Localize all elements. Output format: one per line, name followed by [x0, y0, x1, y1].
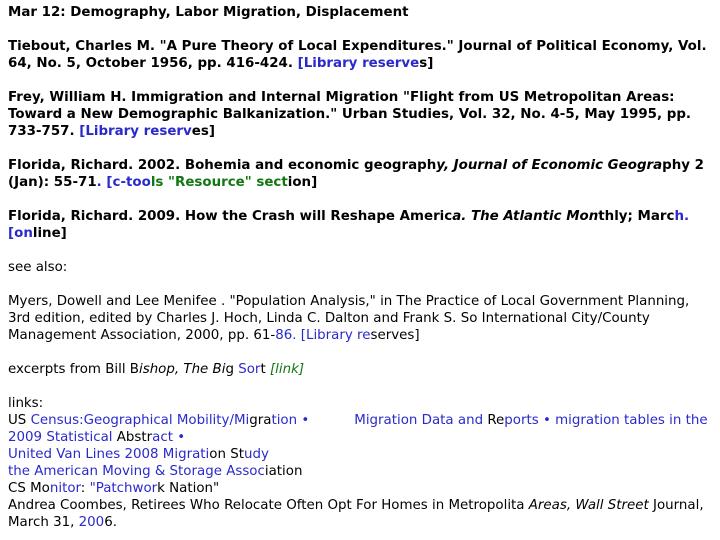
patchwork-nation-link[interactable]: "Patchwor [89, 481, 158, 496]
reference-text: Florida, Richard. 2009. How the Crash will Reshape Americ [8, 209, 453, 224]
reference-text: phy 2 (Jan): 55-71 [8, 158, 704, 190]
book-title-tail: g [225, 362, 239, 377]
links-line-census [8, 412, 712, 446]
link-text-plain: iation [264, 464, 303, 479]
reference-text: Florida, Richard. 2002. Bohemia and economic geograph [8, 158, 437, 173]
reference-myers [8, 293, 712, 344]
resource-section-link[interactable]: ls "Resource" sect [150, 175, 288, 190]
library-reserve-link[interactable]: [Library reserv [79, 124, 192, 139]
online-link[interactable]: h. [on [8, 209, 690, 241]
link-text-plain: Re [487, 413, 505, 428]
link-text-plain: Abstr [116, 430, 153, 445]
links-label: links: [8, 396, 44, 411]
moving-storage-association-link[interactable]: the American Moving & Storage Assoc [8, 464, 265, 479]
reference-florida-2009 [8, 208, 712, 242]
link-tail: line] [32, 226, 67, 241]
cs-monitor-link[interactable]: nitor [49, 481, 81, 496]
reference-tiebout [8, 38, 712, 72]
sort-tail: t [260, 362, 270, 377]
united-van-lines-link[interactable]: United Van Lines 2008 Migrati [8, 447, 210, 462]
book-title: ishop, The Bi [139, 362, 226, 377]
links-line-coombes [8, 497, 712, 531]
link-text-plain: o [209, 447, 218, 462]
coombes-article-link[interactable]: 200 [78, 515, 105, 530]
link-tail: es] [191, 124, 215, 139]
statistical-abstract-link[interactable]: act • [152, 430, 186, 445]
magazine-title: a. The Atlantic Mon [452, 209, 599, 224]
link-text-plain: gra [249, 413, 272, 428]
library-reserve-link[interactable]: 86. [Library re [275, 328, 371, 343]
see-also-label: see also: [8, 260, 68, 275]
reference-frey [8, 89, 712, 140]
united-van-lines-link-tail[interactable]: udy [243, 447, 269, 462]
newspaper-title: Areas, Wall Street [528, 498, 649, 513]
census-mobility-link-tail[interactable]: tion • [271, 413, 310, 428]
link-text-plain: 6. [104, 515, 117, 530]
reference-text: Frey, William H. Immigration and Internal Migration "Flight from US Metropolitan Areas: Toward a New Demographic Balkanization." Urban Studies, Vol. 32, No. 4-5, May 1995, pp. 733-757. [8, 90, 691, 139]
sort-link[interactable]: Sor [238, 362, 261, 377]
link-text-plain: Journal, March 31, [8, 498, 704, 530]
link-tail: s] [419, 56, 434, 71]
reference-text: Myers, Dowell and Lee Menifee . "Population Analysis," in The Practice of Local Government Planning, 3rd edition, edited by Charles J. Hoch, Linda C. Dalton and Frank S. So International City/County Management Association, 2000, pp. 61- [8, 294, 690, 343]
link-text-plain: Andrea Coombes, Retirees Who Relocate Often Opt For Homes in Metropolita [8, 498, 529, 513]
excerpts-line [8, 361, 712, 378]
links-prefix: US [8, 413, 31, 428]
excerpts-text: excerpts from Bill B [8, 362, 139, 377]
migration-tables-link[interactable]: ports • migration tables in the 2009 Statistical [8, 413, 708, 445]
reference-text: thly; Marc [598, 209, 675, 224]
census-mobility-link[interactable]: Census:Geographical Mobility/Mi [30, 413, 250, 428]
links-line-amsa [8, 463, 712, 480]
link-text-plain: n St [217, 447, 244, 462]
c-tools-link[interactable]: [c-too [106, 175, 151, 190]
links-line-cs-monitor [8, 480, 712, 497]
reference-text: Tiebout, Charles M. "A Pure Theory of Local Expenditures." Journal of Political Economy, Vol. 64, No. 5, October 1956, pp. 416-424. [8, 39, 707, 71]
separator: . [96, 175, 107, 190]
link-text-plain: k Nation" [157, 481, 220, 496]
section-heading: Mar 12: Demography, Labor Migration, Displacement [8, 5, 409, 20]
library-reserve-link[interactable]: [Library reserve [297, 56, 420, 71]
reference-florida-2002 [8, 157, 712, 191]
link-text-plain: CS Mo [8, 481, 50, 496]
excerpt-link[interactable]: [link] [269, 362, 305, 377]
link-tail: ion] [287, 175, 318, 190]
link-text-plain: : [80, 481, 90, 496]
link-tail: serves] [370, 328, 420, 343]
journal-title: y, Journal of Economic Geogra [436, 158, 663, 173]
migration-data-link[interactable]: Migration Data and [354, 413, 488, 428]
links-line-united-van [8, 446, 712, 463]
